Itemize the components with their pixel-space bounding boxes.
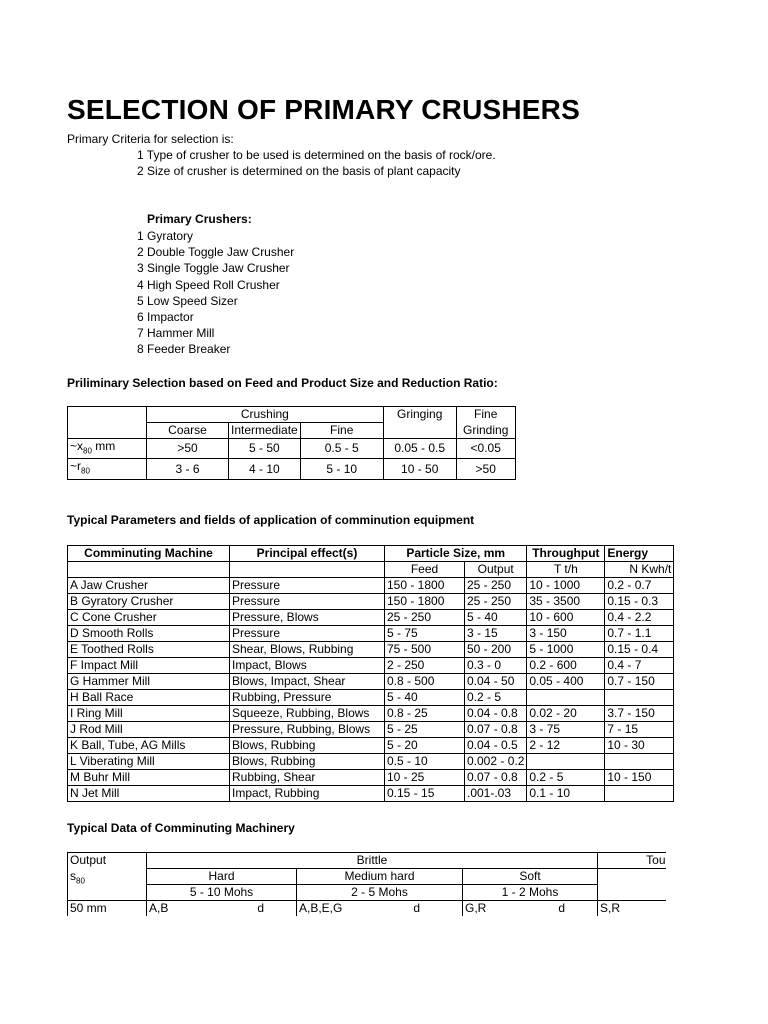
crushing-header: Crushing [147, 407, 384, 423]
table-cell: Pressure [230, 626, 385, 642]
gringing-header: Gringing [383, 407, 456, 423]
header-machine: Comminuting Machine [68, 546, 230, 562]
table-cell: 150 - 1800 [385, 578, 465, 594]
table-cell: 4 - 10 [229, 459, 301, 479]
table-cell: 0.4 - 7 [605, 658, 674, 674]
table-cell: Impact, Blows [230, 658, 385, 674]
table-row [68, 770, 674, 786]
table-cell: 0.5 - 10 [385, 754, 465, 770]
table-cell: N Jet Mill [68, 786, 230, 802]
brittle-header: Brittle [147, 853, 598, 869]
header-output: Output [465, 562, 527, 578]
table-row [68, 786, 674, 802]
table-cell: C Cone Crusher [68, 610, 230, 626]
table-cell: 25 - 250 [385, 610, 465, 626]
table-cell: 0.15 - 0.3 [605, 594, 674, 610]
table-cell: 10 - 50 [383, 459, 456, 479]
table-cell: 0.3 - 0 [465, 658, 527, 674]
table-cell [605, 786, 674, 802]
table-cell: 0.2 - 5 [527, 770, 605, 786]
table-cell: 0.8 - 500 [385, 674, 465, 690]
hard-mohs: 5 - 10 Mohs [147, 885, 297, 901]
table-cell: Pressure, Blows [230, 610, 385, 626]
table-cell: 25 - 250 [465, 594, 527, 610]
table-cell: >50 [147, 439, 229, 459]
soft-mohs: 1 - 2 Mohs [463, 885, 598, 901]
table-cell: Pressure, Rubbing, Blows [230, 722, 385, 738]
table-cell: D Smooth Rolls [68, 626, 230, 642]
data-heading: Typical Data of Comminuting Machinery [67, 821, 295, 835]
table-cell: 0.5 - 5 [300, 439, 383, 459]
table-cell: 5 - 40 [385, 690, 465, 706]
crusher-item: 3 Single Toggle Jaw Crusher [137, 261, 290, 275]
table-cell: 0.2 - 0.7 [605, 578, 674, 594]
table-row [68, 642, 674, 658]
table-cell: 2 - 12 [527, 738, 605, 754]
table-cell: Impact, Rubbing [230, 786, 385, 802]
typical-heading: Typical Parameters and fields of application of comminution equipment [67, 513, 475, 527]
table-cell: 10 - 30 [605, 738, 674, 754]
table-cell: 0.4 - 2.2 [605, 610, 674, 626]
fine-grinding-top: Fine [456, 407, 515, 423]
prelim-table [67, 406, 516, 480]
crusher-item: 2 Double Toggle Jaw Crusher [137, 245, 295, 259]
table-cell: 0.04 - 0.8 [465, 706, 527, 722]
table-cell [527, 754, 605, 770]
table-cell: S,R [598, 901, 666, 917]
table-cell: 0.7 - 150 [605, 674, 674, 690]
crusher-item: 4 High Speed Roll Crusher [137, 278, 280, 292]
table-cell: 3 - 75 [527, 722, 605, 738]
tough-header: Tou [598, 853, 666, 869]
table-cell: 0.07 - 0.8 [465, 722, 527, 738]
table-cell: K Ball, Tube, AG Mills [68, 738, 230, 754]
medium-hard-mohs: 2 - 5 Mohs [297, 885, 463, 901]
coarse-header: Coarse [147, 423, 229, 439]
table-cell: 0.15 - 0.4 [605, 642, 674, 658]
crusher-item: 1 Gyratory [137, 229, 194, 243]
table-row [68, 706, 674, 722]
table-cell: 7 - 15 [605, 722, 674, 738]
s80-label: $s_{80}$ [68, 869, 147, 901]
crusher-item: 6 Impactor [137, 310, 194, 324]
table-cell [527, 690, 605, 706]
table-cell: 0.1 - 10 [527, 786, 605, 802]
primary-crushers-heading: Primary Crushers: [147, 212, 252, 226]
table-cell: 150 - 1800 [385, 594, 465, 610]
table-cell: 5 - 1000 [527, 642, 605, 658]
data-table [67, 852, 666, 916]
table-cell [605, 754, 674, 770]
table-cell: Squeeze, Rubbing, Blows [230, 706, 385, 722]
medium-hard-header: Medium hard [297, 869, 463, 885]
row-label-x80: $\sim x_{80}$ mm [68, 439, 147, 459]
crusher-item: 7 Hammer Mill [137, 326, 215, 340]
table-cell: 5 - 75 [385, 626, 465, 642]
table-cell: I Ring Mill [68, 706, 230, 722]
table-row [68, 674, 674, 690]
table-cell: 0.002 - 0.2 [465, 754, 527, 770]
criteria-item: 1 Type of crusher to be used is determined on the basis of rock/ore. [137, 148, 496, 162]
crusher-item: 5 Low Speed Sizer [137, 294, 238, 308]
fine-grinding-bottom: Grinding [456, 423, 515, 439]
table-row [68, 578, 674, 594]
table-cell: 5 - 25 [385, 722, 465, 738]
header-throughput: Throughput [527, 546, 605, 562]
hard-header: Hard [147, 869, 297, 885]
table-cell: 35 - 3500 [527, 594, 605, 610]
header-feed: Feed [385, 562, 465, 578]
table-cell: E Toothed Rolls [68, 642, 230, 658]
table-cell: 0.2 - 5 [465, 690, 527, 706]
crusher-item: 8 Feeder Breaker [137, 342, 231, 356]
table-cell: H Ball Race [68, 690, 230, 706]
table-cell: .001-.03 [465, 786, 527, 802]
table-cell: Pressure [230, 578, 385, 594]
table-cell: 5 - 20 [385, 738, 465, 754]
table-cell: Shear, Blows, Rubbing [230, 642, 385, 658]
row-label-r80: $\sim r_{80}$ [68, 459, 147, 479]
table-cell: 0.07 - 0.8 [465, 770, 527, 786]
soft-header: Soft [463, 869, 598, 885]
table-cell: Blows, Rubbing [230, 754, 385, 770]
table-cell: Blows, Impact, Shear [230, 674, 385, 690]
table-row [68, 658, 674, 674]
table-cell: 0.04 - 0.5 [465, 738, 527, 754]
table-cell: 3 - 15 [465, 626, 527, 642]
table-cell: 50 - 200 [465, 642, 527, 658]
table-cell: 0.02 - 20 [527, 706, 605, 722]
table-row [68, 594, 674, 610]
table-cell: 0.05 - 400 [527, 674, 605, 690]
table-cell: 5 - 10 [300, 459, 383, 479]
table-cell: J Rod Mill [68, 722, 230, 738]
table-cell: 0.05 - 0.5 [383, 439, 456, 459]
table-cell: 5 - 40 [465, 610, 527, 626]
table-cell: G Hammer Mill [68, 674, 230, 690]
table-cell: Rubbing, Pressure [230, 690, 385, 706]
table-cell: F Impact Mill [68, 658, 230, 674]
table-cell: Blows, Rubbing [230, 738, 385, 754]
prelim-heading: Priliminary Selection based on Feed and Product Size and Reduction Ratio: [67, 376, 498, 390]
table-row [68, 754, 674, 770]
table-cell: 10 - 1000 [527, 578, 605, 594]
row-50mm: 50 mm [68, 901, 147, 917]
table-cell: 2 - 250 [385, 658, 465, 674]
header-kwh: N Kwh/t [605, 562, 674, 578]
header-effect: Principal effect(s) [230, 546, 385, 562]
table-row [68, 738, 674, 754]
table-row [68, 690, 674, 706]
table-cell: M Buhr Mill [68, 770, 230, 786]
table-cell: 0.2 - 600 [527, 658, 605, 674]
table-cell: 3 - 150 [527, 626, 605, 642]
header-tt: T t/h [527, 562, 605, 578]
table-cell: B Gyratory Crusher [68, 594, 230, 610]
table-cell: >50 [456, 459, 515, 479]
table-cell: L Viberating Mill [68, 754, 230, 770]
intermediate-header: Intermediate [229, 423, 301, 439]
table-cell: 75 - 500 [385, 642, 465, 658]
criteria-item: 2 Size of crusher is determined on the basis of plant capacity [137, 164, 461, 178]
table-cell: 3 - 6 [147, 459, 229, 479]
table-cell: 5 - 50 [229, 439, 301, 459]
table-row [68, 626, 674, 642]
table-cell: Rubbing, Shear [230, 770, 385, 786]
table-cell: <0.05 [456, 439, 515, 459]
typical-table [67, 545, 674, 802]
table-cell: 10 - 25 [385, 770, 465, 786]
table-cell [605, 690, 674, 706]
table-cell: A,B,E,G d [297, 901, 463, 917]
table-cell: 0.15 - 15 [385, 786, 465, 802]
fine-header: Fine [300, 423, 383, 439]
table-cell: 3.7 - 150 [605, 706, 674, 722]
table-cell: Pressure [230, 594, 385, 610]
table-cell: 0.04 - 50 [465, 674, 527, 690]
table-row [68, 722, 674, 738]
table-cell: 0.8 - 25 [385, 706, 465, 722]
table-cell: 25 - 250 [465, 578, 527, 594]
page-title: SELECTION OF PRIMARY CRUSHERS [67, 94, 580, 125]
table-cell: A,B d [147, 901, 297, 917]
table-row [68, 610, 674, 626]
table-cell: 0.7 - 1.1 [605, 626, 674, 642]
table-cell: A Jaw Crusher [68, 578, 230, 594]
table-cell: G,R d [463, 901, 598, 917]
table-cell: 10 - 600 [527, 610, 605, 626]
table-cell: 10 - 150 [605, 770, 674, 786]
header-particle: Particle Size, mm [385, 546, 527, 562]
header-energy: Energy [605, 546, 674, 562]
criteria-heading: Primary Criteria for selection is: [67, 132, 234, 146]
output-label: Output [68, 853, 147, 869]
